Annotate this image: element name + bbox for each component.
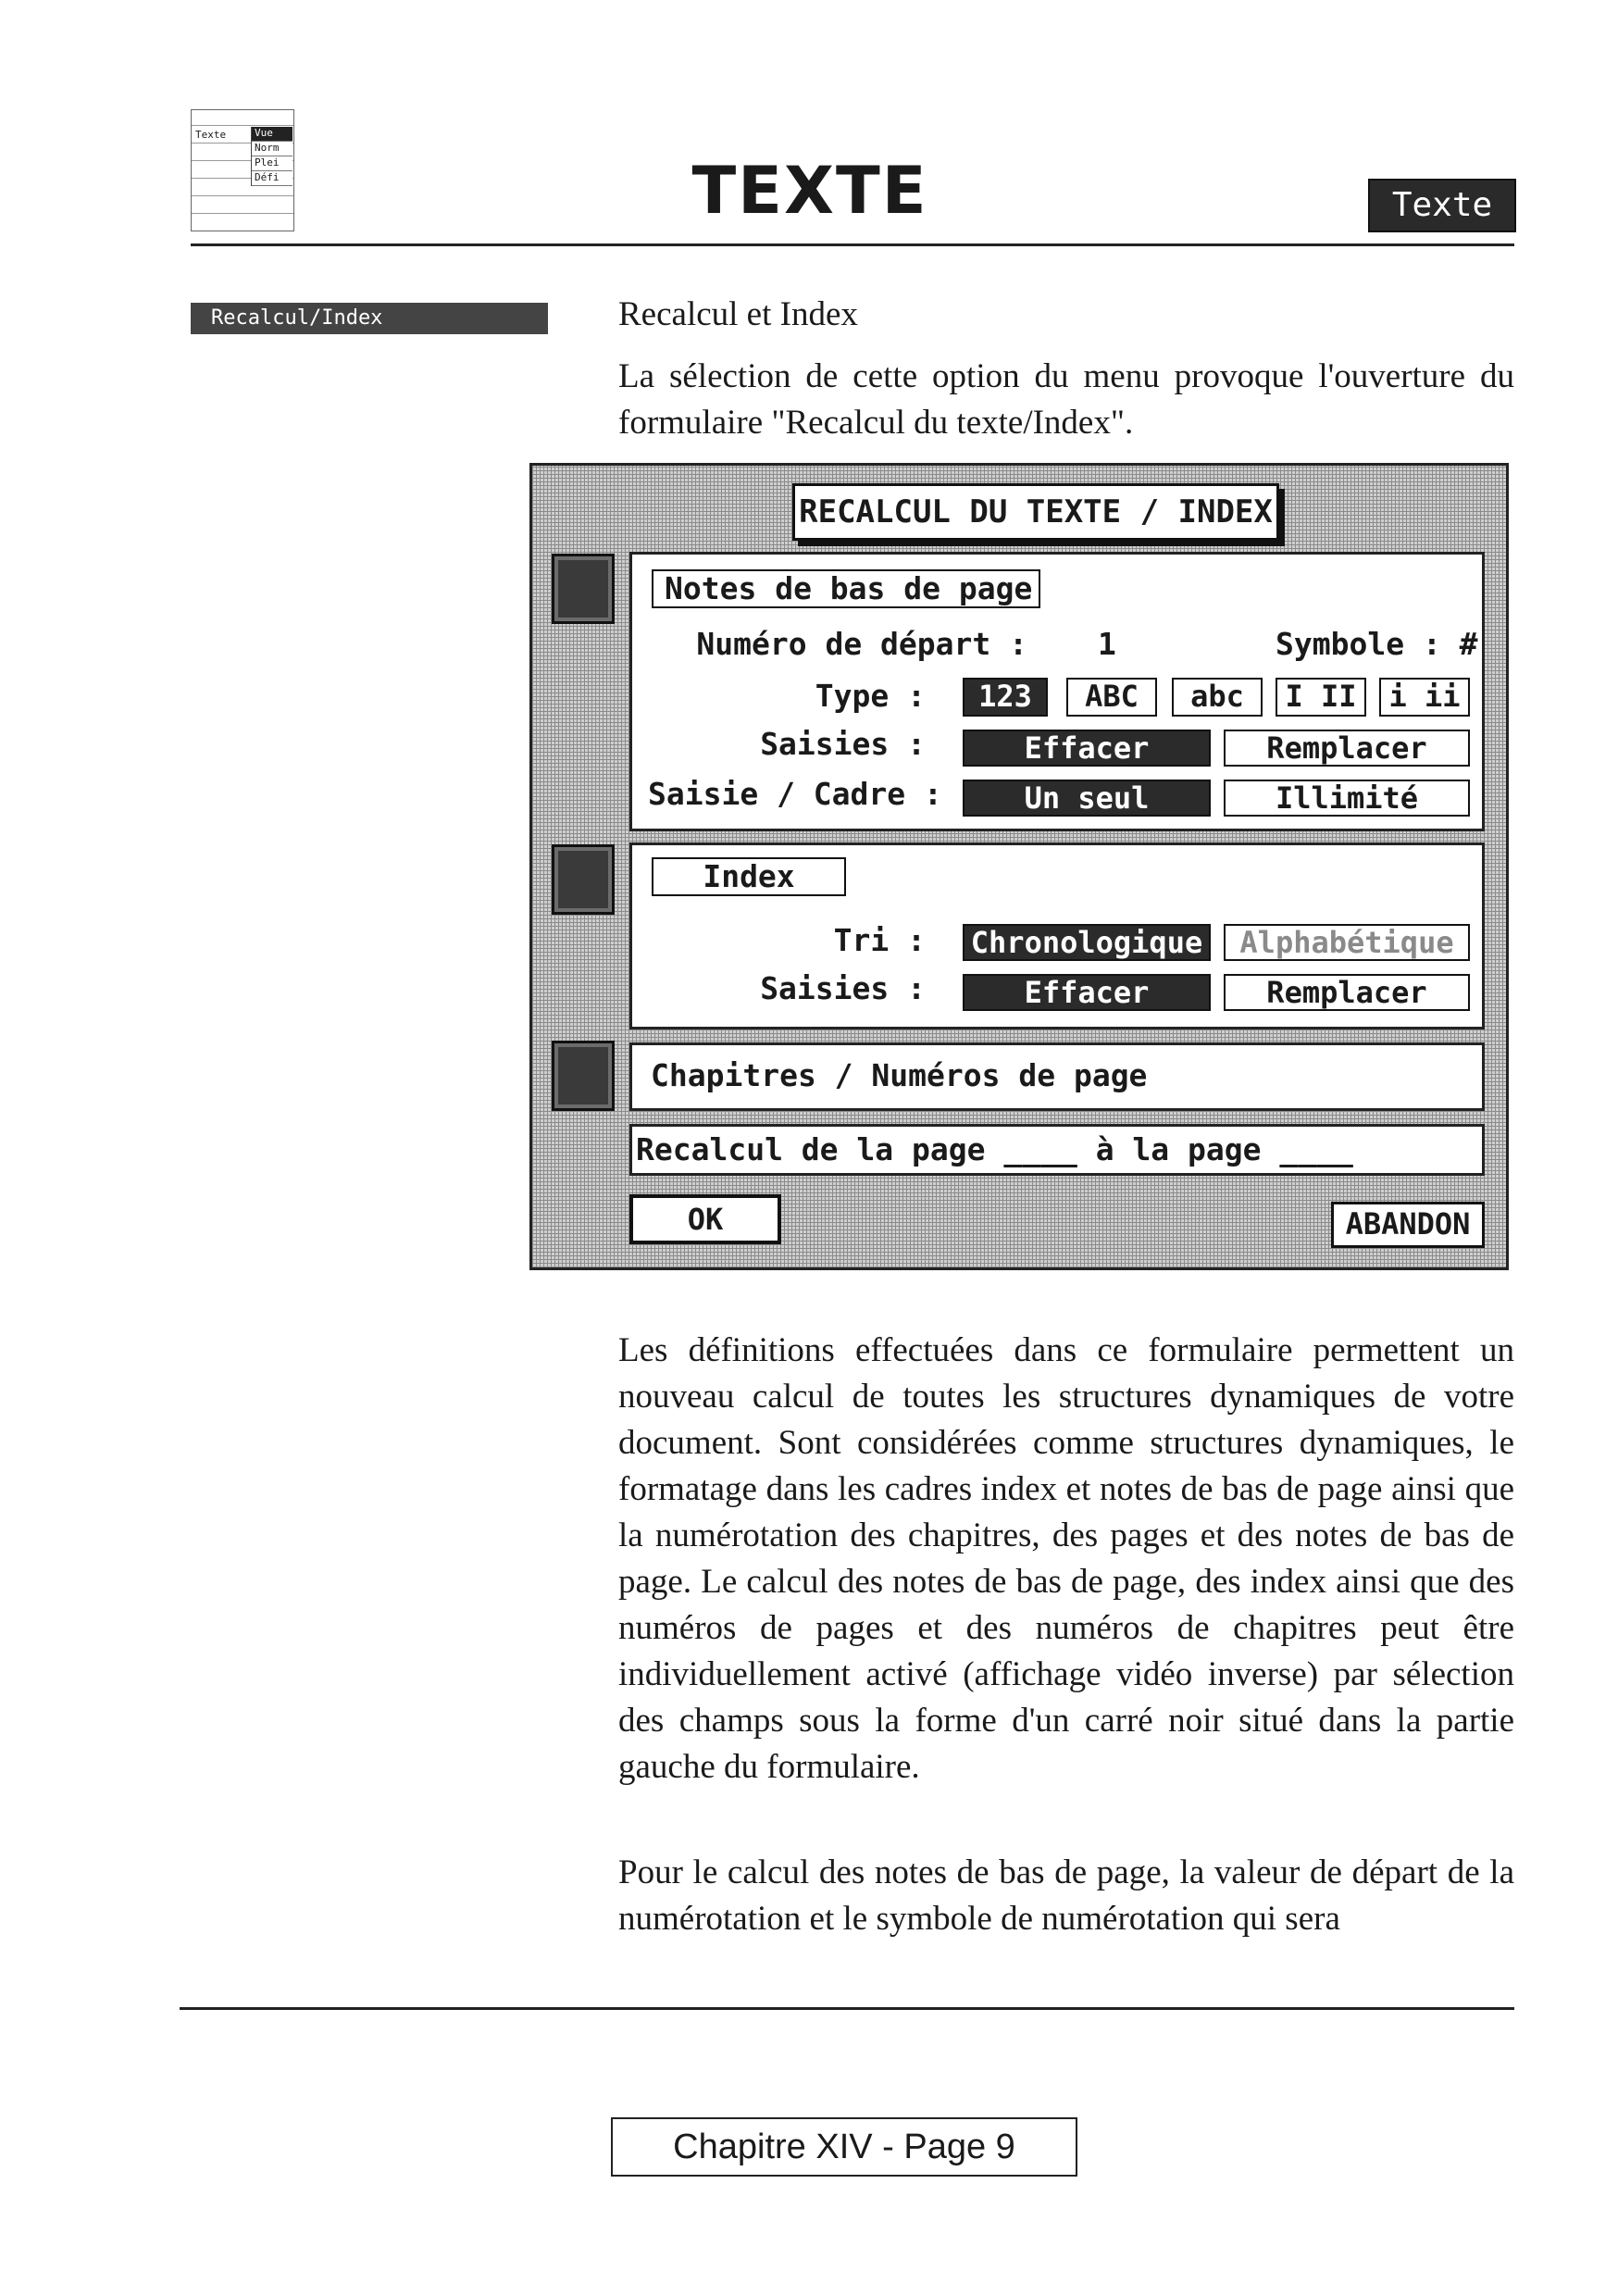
dialog-title: RECALCUL DU TEXTE / INDEX <box>792 483 1279 541</box>
body-paragraph: Les définitions effectuées dans ce formulaire permettent un nouveau calcul de toutes les structures dynamiques de votre document. Sont considérées comme structures dynamiques, le formatage dans les cadres index et notes de bas de page ainsi que la numérotation des chapitres, des pages et des notes de bas de page. Le calcul des notes de bas de page, des index ainsi que des numéros de pages et des numéros de chapitres peut être individuellement activé (affichage vidéo inverse) par sélection des champs sous la forme d'un carré noir situé dans la partie gauche du formulaire. <box>618 1331 1514 1786</box>
type-option-123[interactable]: 123 <box>963 678 1048 717</box>
header-divider <box>191 243 1514 246</box>
chapters-panel: Chapitres / Numéros de page <box>629 1042 1485 1111</box>
section-heading: Recalcul et Index <box>618 295 858 333</box>
footnote-entries-replace[interactable]: Remplacer <box>1224 730 1470 767</box>
sort-label: Tri : <box>833 922 926 958</box>
entry-frame-unlimited[interactable]: Illimité <box>1224 780 1470 817</box>
sort-alphabetical[interactable]: Alphabétique <box>1224 924 1470 961</box>
type-label: Type : <box>815 678 926 714</box>
index-entries-label: Saisies : <box>760 970 926 1006</box>
footnotes-toggle[interactable] <box>552 554 615 624</box>
intro-paragraph: La sélection de cette option du menu provoque l'ouverture du formulaire "Recalcul du texte/Index". <box>618 357 1514 442</box>
entry-frame-single[interactable]: Un seul <box>963 780 1211 817</box>
footnotes-heading: Notes de bas de page <box>652 569 1040 608</box>
menu-thumb-column <box>251 127 292 186</box>
type-option-roman-lower[interactable]: i ii <box>1379 678 1470 717</box>
entry-frame-label: Saisie / Cadre : <box>648 776 942 812</box>
index-heading: Index <box>652 857 846 896</box>
ok-button[interactable]: OK <box>629 1194 781 1244</box>
footer-divider <box>180 2007 1514 2010</box>
chapter-badge: Texte <box>1368 179 1516 232</box>
index-entries-clear[interactable]: Effacer <box>963 974 1211 1011</box>
type-option-abc-upper[interactable]: ABC <box>1066 678 1157 717</box>
recalc-range-field[interactable]: Recalcul de la page ____ à la page ____ <box>629 1124 1485 1176</box>
type-option-abc-lower[interactable]: abc <box>1172 678 1263 717</box>
menu-thumb-item: Vue <box>252 127 292 142</box>
menu-thumb-item: Défi <box>252 171 292 186</box>
menu-thumb-item: Plei <box>252 156 292 171</box>
start-number-value[interactable]: 1 <box>1098 626 1116 662</box>
symbol-field[interactable]: Symbole : # <box>1276 626 1478 662</box>
cancel-button[interactable]: ABANDON <box>1331 1202 1485 1248</box>
page-title: TEXTE <box>691 153 928 229</box>
sort-chronological[interactable]: Chronologique <box>963 924 1211 961</box>
menu-thumbnail <box>191 109 294 231</box>
start-number-label: Numéro de départ : <box>696 626 1027 662</box>
index-toggle[interactable] <box>552 844 615 915</box>
footnote-entries-clear[interactable]: Effacer <box>963 730 1211 767</box>
menu-thumb-item: Norm <box>252 142 292 156</box>
type-option-roman-upper[interactable]: I II <box>1276 678 1366 717</box>
index-entries-replace[interactable]: Remplacer <box>1224 974 1470 1011</box>
menu-thumb-texte: Texte <box>195 129 227 141</box>
side-menu-label: Recalcul/Index <box>191 303 548 334</box>
page-number-box: Chapitre XIV - Page 9 <box>611 2117 1077 2177</box>
footnote-entries-label: Saisies : <box>760 726 926 762</box>
body-paragraph-continued: Pour le calcul des notes de bas de page, la valeur de départ de la numérotation et le symbole de numérotation qui sera <box>618 1853 1514 1938</box>
chapters-toggle[interactable] <box>552 1041 615 1111</box>
